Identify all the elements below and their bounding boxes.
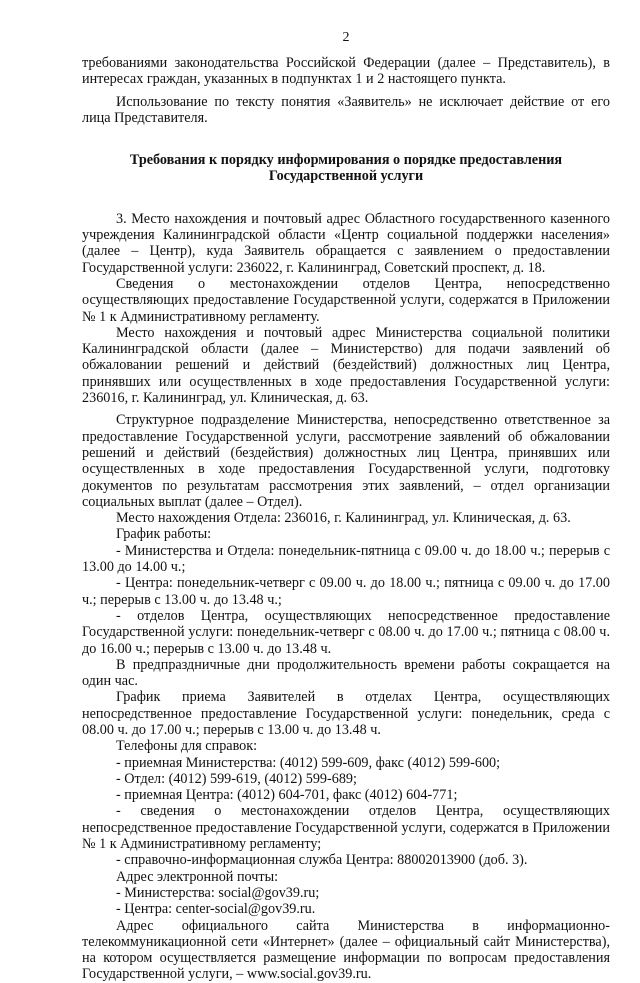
body-paragraph: - приемная Центра: (4012) 604-701, факс (4012) 604-771;: [116, 787, 458, 804]
body-paragraph: - сведения о местонахождении отделов Центра, осуществляющих непосредственное предоставление Государственной услуги, содержатся в Приложении № 1 к Административному регламенту;: [82, 803, 610, 853]
page-number: 2: [342, 30, 350, 45]
section-body: [82, 211, 610, 983]
body-paragraph: Место нахождения Отдела: 236016, г. Калининград, ул. Клиническая, д. 63.: [116, 510, 571, 527]
body-paragraph: - Отдел: (4012) 599-619, (4012) 599-689;: [116, 770, 357, 787]
body-paragraph: - Центра: понедельник-четверг с 09.00 ч. до 18.00 ч.; пятница с 09.00 ч. до 17.00 ч.; перерыв с 13.00 ч. до 13.48 ч.;: [82, 575, 610, 608]
section-heading-line-1: Требования к порядку информирования о порядке предоставления: [129, 152, 563, 169]
body-paragraph: Структурное подразделение Министерства, непосредственно ответственное за предоставление Государственной услуги, рассмотрение заявлений об обжаловании решений и действий (бездействия) должностных лиц Центра, принявших или осуществленных в ходе предоставления Государственной услуги, подготовку документов по результатам рассмотрения этих заявлений, – отдел организации социальных выплат (далее – Отдел).: [82, 412, 610, 510]
body-paragraph: Место нахождения и почтовый адрес Министерства социальной политики Калининградской области (далее – Министерство) для подачи заявлений об обжаловании решений и действий (бездействий) должностных лиц Центра, принявших или осуществленных в ходе предоставления Государственной услуги: 236016, г. Калининград, ул. Клиническая, д. 63.: [82, 324, 610, 407]
body-paragraph: - Центра: center-social@gov39.ru.: [116, 901, 316, 918]
body-paragraph: - отделов Центра, осуществляющих непосредственное предоставление Государственной услуги: понедельник-четверг с 08.00 ч. до 17.00 ч.; пятница с 08.00 ч. до 16.00 ч.; перерыв с 13.00 ч. до 13.48 ч.: [82, 607, 610, 657]
body-paragraph: - Министерства: social@gov39.ru;: [116, 884, 320, 901]
body-paragraph: График приема Заявителей в отделах Центра, осуществляющих непосредственное предоставление Государственной услуги: понедельник, среда с 08.00 ч. до 17.00 ч.; перерыв с 13.00 ч. до 13.48 ч.: [82, 689, 610, 738]
body-paragraph: - справочно-информационная служба Центра: 88002013900 (доб. 3).: [116, 852, 528, 869]
body-paragraph: График работы:: [116, 526, 212, 543]
body-paragraph: Сведения о местонахождении отделов Центра, непосредственно осуществляющих предоставление Государственной услуги, содержатся в Приложении № 1 к Административному регламенту.: [82, 275, 610, 325]
intro-paragraph-1: требованиями законодательства Российской Федерации (далее – Представитель), в интересах граждан, указанных в подпунктах 1 и 2 настоящего пункта.: [82, 55, 610, 88]
body-paragraph: Адрес официального сайта Министерства в информационно-телекоммуникационной сети «Интернет» (далее – официальный сайт Министерства), на котором осуществляется размещение информации по вопросам предоставления Государственной услуги, – www.social.gov39.ru.: [82, 917, 610, 983]
body-paragraph: - приемная Министерства: (4012) 599-609, факс (4012) 599-600;: [116, 754, 501, 771]
body-paragraph: Телефоны для справок:: [116, 738, 258, 755]
intro-paragraph-2: Использование по тексту понятия «Заявитель» не исключает действие от его лица Представителя.: [82, 93, 610, 126]
body-paragraph: 3. Место нахождения и почтовый адрес Областного государственного казенного учреждения Калининградской области «Центр социальной поддержки населения» (далее – Центр), куда Заявитель обращается с заявлением о предоставлении Государственной услуги: 236022, г. Калининград, Советский проспект, д. 18.: [82, 210, 610, 276]
body-paragraph: В предпраздничные дни продолжительность времени работы сокращается на один час.: [82, 656, 610, 690]
section-heading-line-2: Государственной услуги: [268, 168, 424, 185]
body-paragraph: - Министерства и Отдела: понедельник-пятница с 09.00 ч. до 18.00 ч.; перерыв с 13.00 до 14.00 ч.;: [82, 542, 610, 576]
section-heading: [82, 152, 610, 185]
body-paragraph: Адрес электронной почты:: [116, 868, 279, 885]
